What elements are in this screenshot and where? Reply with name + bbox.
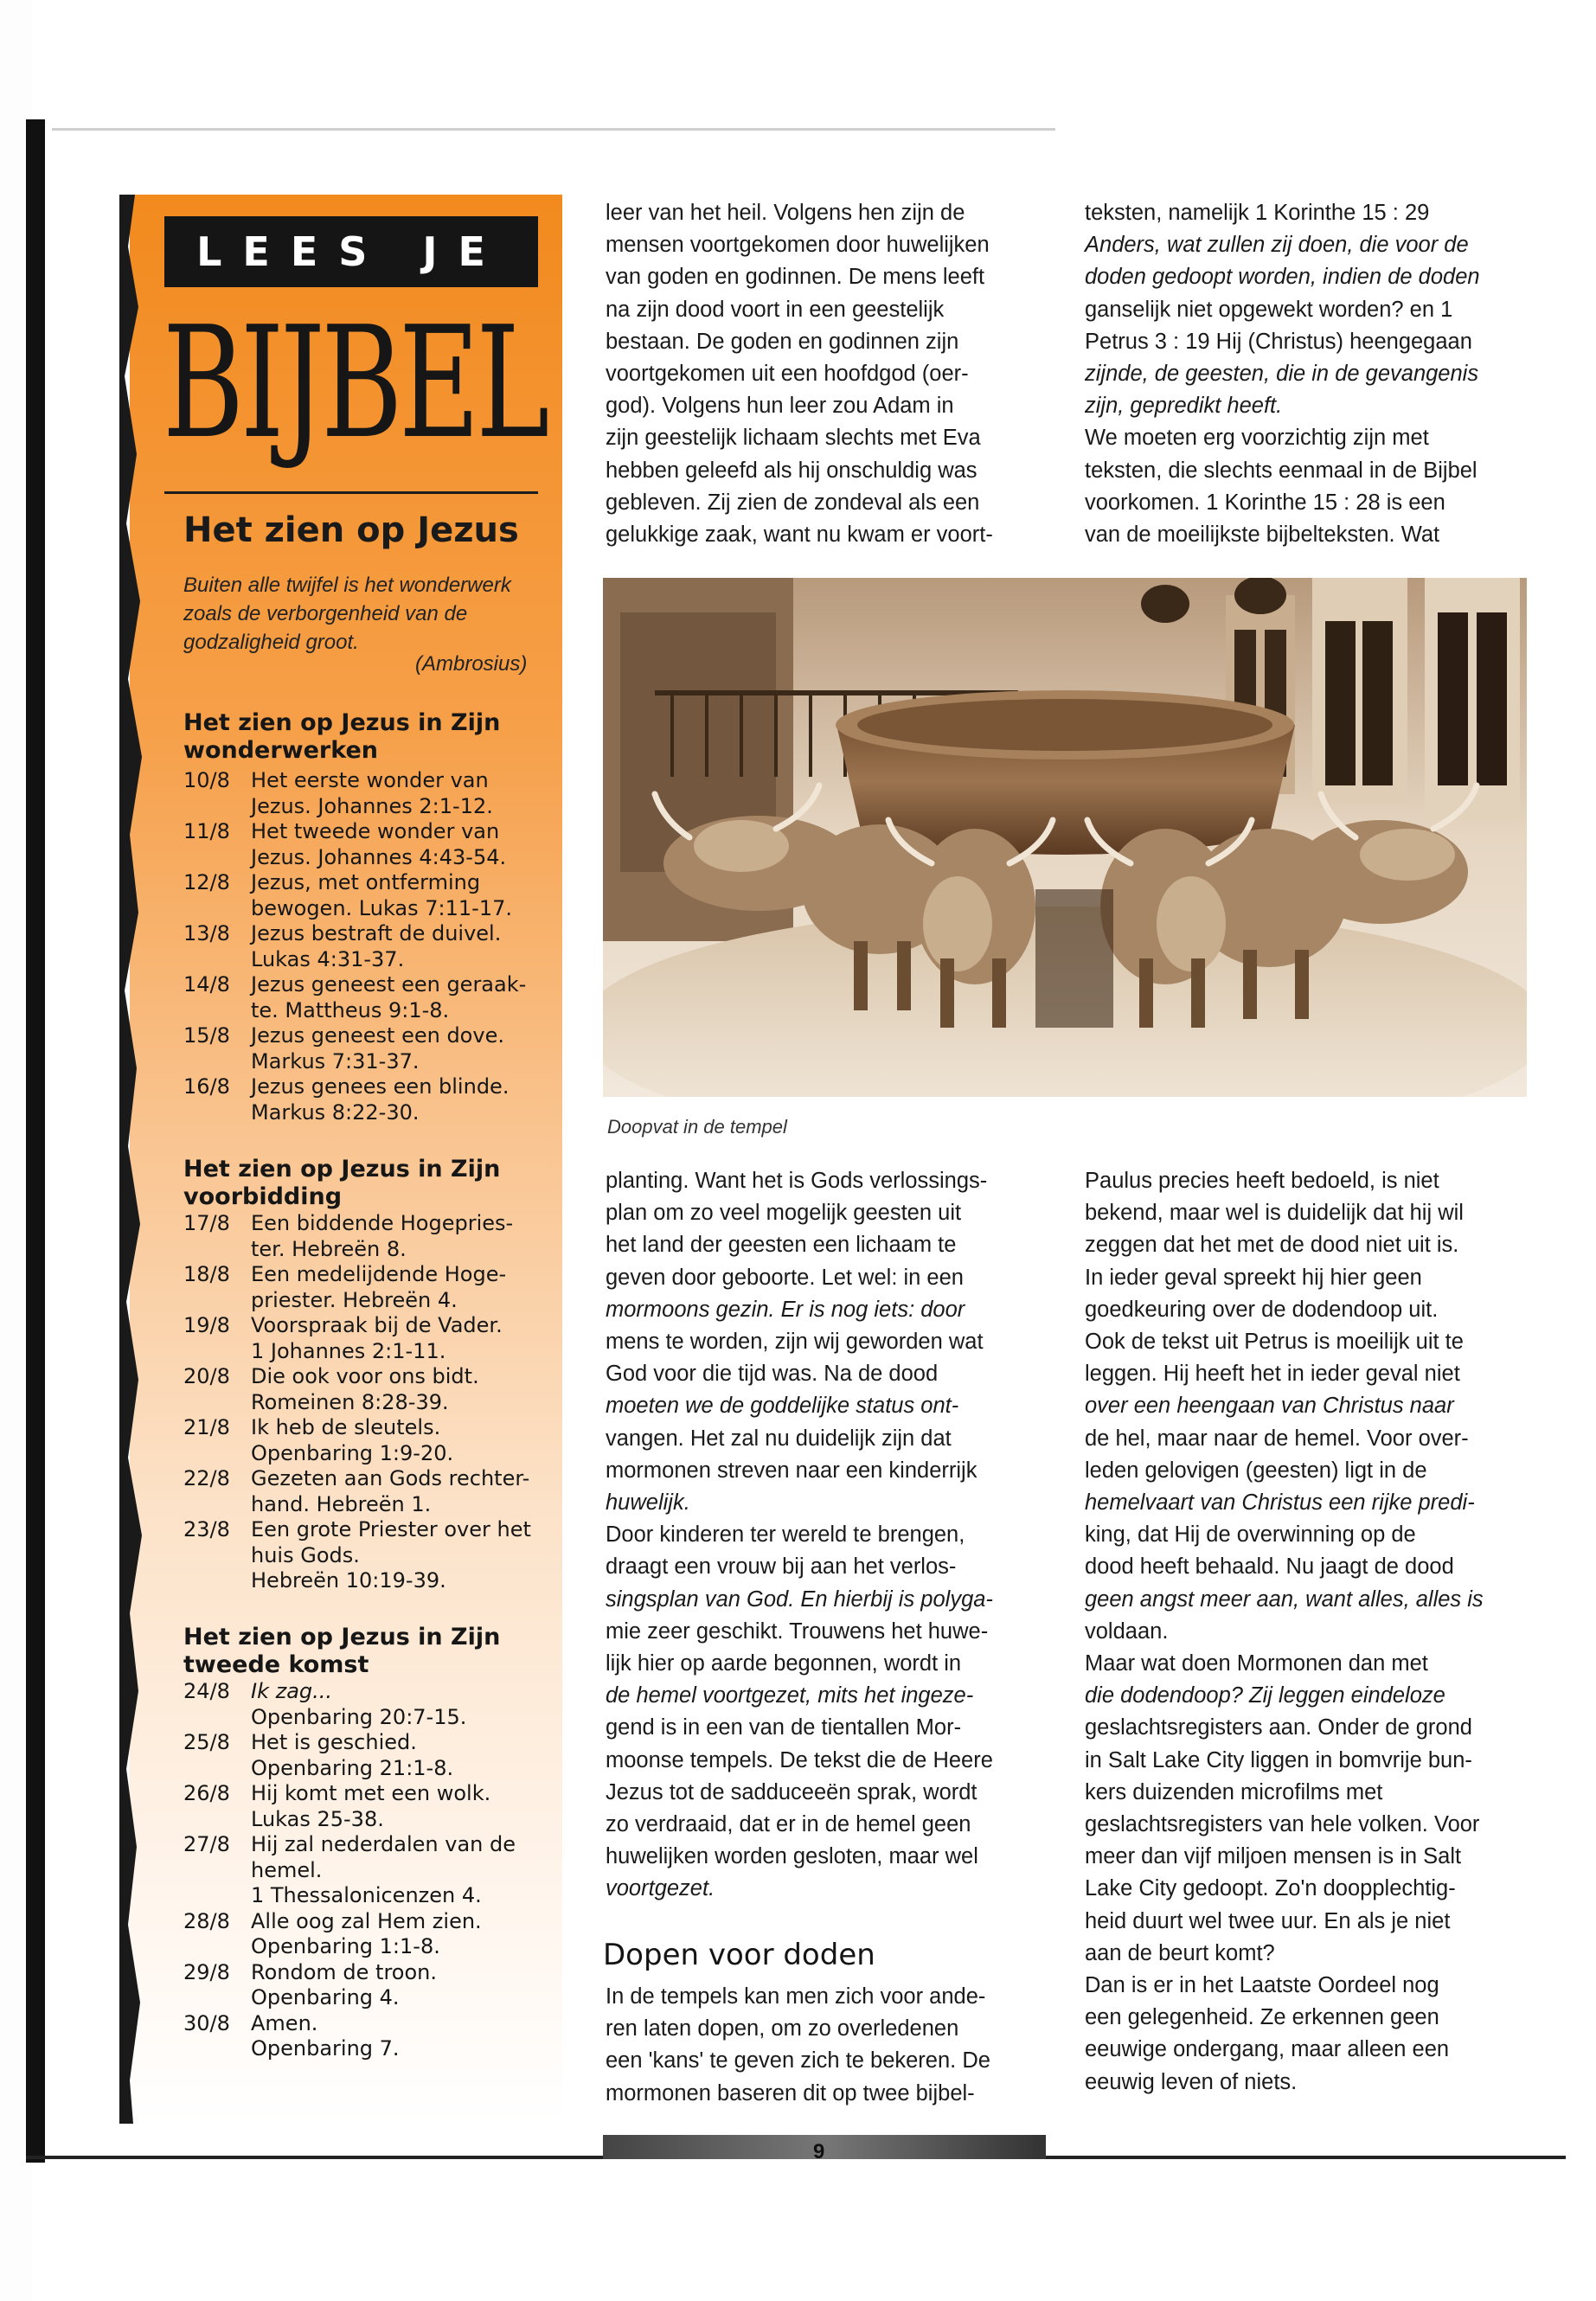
text-line: We moeten erg voorzichtig zijn met: [1085, 426, 1429, 451]
reading-item: 29/8 Rondom de troon. Openbaring 4.: [183, 1959, 438, 2009]
article-column-1-end: [606, 1981, 1055, 2110]
text-line: king, dat Hij de overwinning op de: [1085, 1522, 1416, 1548]
torn-paper-edge: [119, 195, 145, 2124]
sidebar-quote: Buiten alle twijfel is het wonderwerk zoals de verborgenheid van de godzaligheid groot.: [183, 574, 511, 654]
text-line: god). Volgens hun leer zou Adam in: [606, 394, 954, 419]
quote-author: (Ambrosius): [415, 652, 528, 676]
text-line: teksten, namelijk 1 Korinthe 15 : 29: [1085, 201, 1430, 225]
text-line: hemelvaart van Christus een rijke predi-: [1085, 1490, 1475, 1516]
article-column-1-bottom: [606, 1165, 1055, 1906]
text-line: geslachtsregisters van hele volken. Voor: [1085, 1812, 1480, 1837]
text-line: zijn, gepredikt heeft.: [1085, 394, 1283, 419]
reading-item: 28/8 Alle oog zal Hem zien. Openbaring 1:1-8.: [183, 1908, 482, 1958]
reading-item: 12/8 Jezus, met ontferming bewogen. Lukas 7:11-17.: [183, 870, 512, 920]
text-line: In ieder geval spreekt hij hier geen: [1085, 1265, 1422, 1290]
text-line: mormoons gezin. Er is nog iets: door: [606, 1297, 965, 1322]
text-line: geven door geboorte. Let wel: in een: [606, 1265, 964, 1290]
reading-item: 22/8 Gezeten aan Gods rechter- hand. Hebreën 1.: [183, 1466, 530, 1516]
text-line: die dodendoop? Zij leggen eindeloze: [1085, 1683, 1445, 1708]
lees-je-banner: LEES JE: [164, 216, 538, 287]
bijbel-heading: BIJBEL: [163, 293, 547, 472]
reading-item: 13/8 Jezus bestraft de duivel. Lukas 4:31-37.: [183, 921, 502, 971]
text-line: van de moeilijkste bijbelteksten. Wat: [1085, 522, 1440, 548]
text-line: huwelijken worden gesloten, maar wel: [606, 1844, 978, 1869]
text-line: bestaan. De goden en godinnen zijn: [606, 329, 959, 354]
text-line: in Salt Lake City liggen in bomvrije bun-: [1085, 1747, 1472, 1772]
scan-border-left: [26, 119, 45, 2163]
reading-item: 30/8 Amen. Openbaring 7.: [183, 2010, 400, 2061]
text-line: Paulus precies heeft bedoeld, is niet: [1085, 1169, 1439, 1193]
reading-list-wonderwerken: [183, 768, 547, 1125]
reading-list-tweede-komst: [183, 1679, 547, 2062]
text-line: kers duizenden microfilms met: [1085, 1779, 1383, 1804]
text-line: eeuwig leven of niets.: [1085, 2069, 1298, 2094]
text-line: zijn geestelijk lichaam slechts met Eva: [606, 426, 981, 451]
text-line: leer van het heil. Volgens hen zijn de: [606, 201, 965, 225]
text-line: Ook de tekst uit Petrus is moeilijk uit te: [1085, 1330, 1464, 1355]
text-line: gebleven. Zij zien de zondeval als een: [606, 490, 980, 515]
text-line: moeten we de goddelijke status ont-: [606, 1394, 959, 1419]
text-line: mormonen baseren dit op twee bijbel-: [606, 2080, 975, 2106]
reading-item: 18/8 Een medelijdende Hoge- priester. Hebreën 4.: [183, 1262, 507, 1312]
text-line: voorkomen. 1 Korinthe 15 : 28 is een: [1085, 490, 1445, 515]
text-line: lijk hier op aarde begonnen, wordt in: [606, 1651, 962, 1676]
text-line: bekend, maar wel is duidelijk dat hij wil: [1085, 1201, 1464, 1226]
text-line: God voor die tijd was. Na de dood: [606, 1362, 939, 1387]
reading-item: 23/8 Een grote Priester over het huis Gods. Hebreën 10:19-39.: [183, 1517, 531, 1593]
reading-item: 17/8 Een biddende Hogepries- ter. Hebreën 8.: [183, 1211, 514, 1261]
text-line: voortgezet.: [606, 1876, 715, 1901]
text-line: zo verdraaid, dat er in de hemel geen: [606, 1812, 971, 1837]
reading-item: 21/8 Ik heb de sleutels. Openbaring 1:9-20.: [183, 1415, 454, 1465]
text-line: leggen. Hij heeft het in ieder geval niet: [1085, 1362, 1460, 1387]
baptismal-font-photo: [603, 578, 1527, 1097]
text-line: gelukkige zaak, want nu kwam er voort-: [606, 522, 993, 548]
text-line: eeuwige ondergang, maar alleen een: [1085, 2037, 1450, 2062]
text-line: gend is in een van de tientallen Mor-: [606, 1715, 962, 1740]
section-heading-wonderwerken: Het zien op Jezus in Zijn wonderwerken: [183, 709, 501, 764]
sidebar-title: Het zien op Jezus: [183, 510, 519, 550]
text-line: voortgekomen uit een hoofdgod (oer-: [606, 362, 969, 387]
text-line: huwelijk.: [606, 1490, 690, 1516]
text-line: Petrus 3 : 19 Hij (Christus) heengegaan: [1085, 329, 1472, 354]
text-line: mensen voortgekomen door huwelijken: [606, 233, 990, 258]
reading-item: 20/8 Die ook voor ons bidt. Romeinen 8:28-39.: [183, 1364, 479, 1414]
text-line: Anders, wat zullen zij doen, die voor de: [1085, 233, 1469, 258]
text-line: ren laten dopen, om zo overledenen: [606, 2016, 959, 2041]
article-column-1-top: [606, 197, 1055, 551]
text-line: zeggen dat het met de dood niet uit is.: [1085, 1233, 1459, 1258]
text-line: een 'kans' te geven zich te bekeren. De: [606, 2048, 990, 2073]
text-line: Door kinderen ter wereld te brengen,: [606, 1522, 965, 1548]
text-line: teksten, die slechts eenmaal in de Bijbel: [1085, 458, 1477, 483]
text-line: Jezus tot de sadduceeën sprak, wordt: [606, 1779, 977, 1804]
text-line: doden gedoopt worden, indien de doden: [1085, 265, 1480, 290]
text-line: hebben geleefd als hij onschuldig was: [606, 458, 977, 483]
reading-item: 15/8 Jezus geneest een dove. Markus 7:31-37.: [183, 1023, 504, 1074]
text-line: de hel, maar naar de hemel. Voor over-: [1085, 1426, 1469, 1451]
reading-item: 26/8 Hij komt met een wolk. Lukas 25-38.: [183, 1781, 491, 1831]
section-heading-tweede-komst: Het zien op Jezus in Zijn tweede komst: [183, 1624, 501, 1678]
text-line: ganselijk niet opgewekt worden? en 1: [1085, 297, 1453, 322]
text-line: voldaan.: [1085, 1618, 1169, 1644]
text-line: moonse tempels. De tekst die de Heere: [606, 1747, 993, 1772]
text-line: Maar wat doen Mormonen dan met: [1085, 1651, 1428, 1676]
text-line: mormonen streven naar een kinderrijk: [606, 1458, 977, 1483]
reading-item: 16/8 Jezus genees een blinde. Markus 8:22-30.: [183, 1074, 510, 1125]
text-line: geen angst meer aan, want alles, alles is: [1085, 1586, 1484, 1612]
text-line: Dan is er in het Laatste Oordeel nog: [1085, 1973, 1439, 1998]
text-line: aan de beurt komt?: [1085, 1940, 1275, 1965]
text-line: mens te worden, zijn wij geworden wat: [606, 1330, 984, 1355]
scan-border-top: [52, 128, 1055, 131]
photo-caption: Doopvat in de tempel: [607, 1116, 787, 1138]
text-line: heid duurt wel twee uur. En als je niet: [1085, 1908, 1451, 1933]
text-line: draagt een vrouw bij aan het verlos-: [606, 1554, 957, 1580]
text-line: geslachtsregisters aan. Onder de grond: [1085, 1715, 1472, 1740]
reading-item: 25/8 Het is geschied. Openbaring 21:1-8.: [183, 1730, 454, 1780]
text-line: plan om zo veel mogelijk geesten uit: [606, 1201, 962, 1226]
reading-item: 19/8 Voorspraak bij de Vader. 1 Johannes 2:1-11.: [183, 1313, 503, 1363]
text-line: meer dan vijf miljoen mensen is in Salt: [1085, 1844, 1462, 1869]
text-line: de hemel voortgezet, mits het ingeze-: [606, 1683, 974, 1708]
reading-item: 14/8 Jezus geneest een geraak- te. Mattheus 9:1-8.: [183, 972, 527, 1022]
reading-item: 27/8 Hij zal nederdalen van de hemel. 1 Thessalonicenzen 4.: [183, 1832, 516, 1907]
reading-item: 24/8 Ik zag... Openbaring 20:7-15.: [183, 1679, 467, 1729]
text-line: goedkeuring over de dodendoop uit.: [1085, 1297, 1439, 1322]
text-line: van goden en godinnen. De mens leeft: [606, 265, 985, 290]
reading-item: 10/8 Het eerste wonder van Jezus. Johannes 2:1-12.: [183, 768, 493, 818]
section-heading-voorbidding: Het zien op Jezus in Zijn voorbidding: [183, 1156, 501, 1210]
text-line: het land der geesten een lichaam te: [606, 1233, 957, 1258]
text-line: dood heeft behaald. Nu jaagt de dood: [1085, 1554, 1454, 1580]
page-number: 9: [813, 2140, 825, 2163]
text-line: planting. Want het is Gods verlossings-: [606, 1169, 988, 1193]
text-line: een gelegenheid. Ze erkennen geen: [1085, 2005, 1439, 2030]
text-line: In de tempels kan men zich voor ande-: [606, 1984, 986, 2009]
text-line: zijnde, de geesten, die in de gevangenis: [1085, 362, 1479, 387]
text-line: leden gelovigen (geesten) ligt in de: [1085, 1458, 1427, 1483]
text-line: vangen. Het zal nu duidelijk zijn dat: [606, 1426, 952, 1451]
reading-list-voorbidding: [183, 1211, 547, 1594]
text-line: na zijn dood voort in een geestelijk: [606, 297, 945, 322]
text-line: Lake City gedoopt. Zo'n doopplechtig-: [1085, 1876, 1456, 1901]
text-line: mie zeer geschikt. Trouwens het huwe-: [606, 1618, 989, 1644]
reading-item: 11/8 Het tweede wonder van Jezus. Johannes 4:43-54.: [183, 819, 507, 869]
article-column-2-bottom: [1085, 1165, 1535, 2099]
subheading-dopen-voor-doden: Dopen voor doden: [603, 1938, 875, 1972]
sidebar-divider: [164, 491, 538, 494]
article-column-2-top: [1085, 197, 1535, 551]
text-line: singsplan van God. En hierbij is polyga-: [606, 1586, 993, 1612]
text-line: over een heengaan van Christus naar: [1085, 1394, 1454, 1419]
